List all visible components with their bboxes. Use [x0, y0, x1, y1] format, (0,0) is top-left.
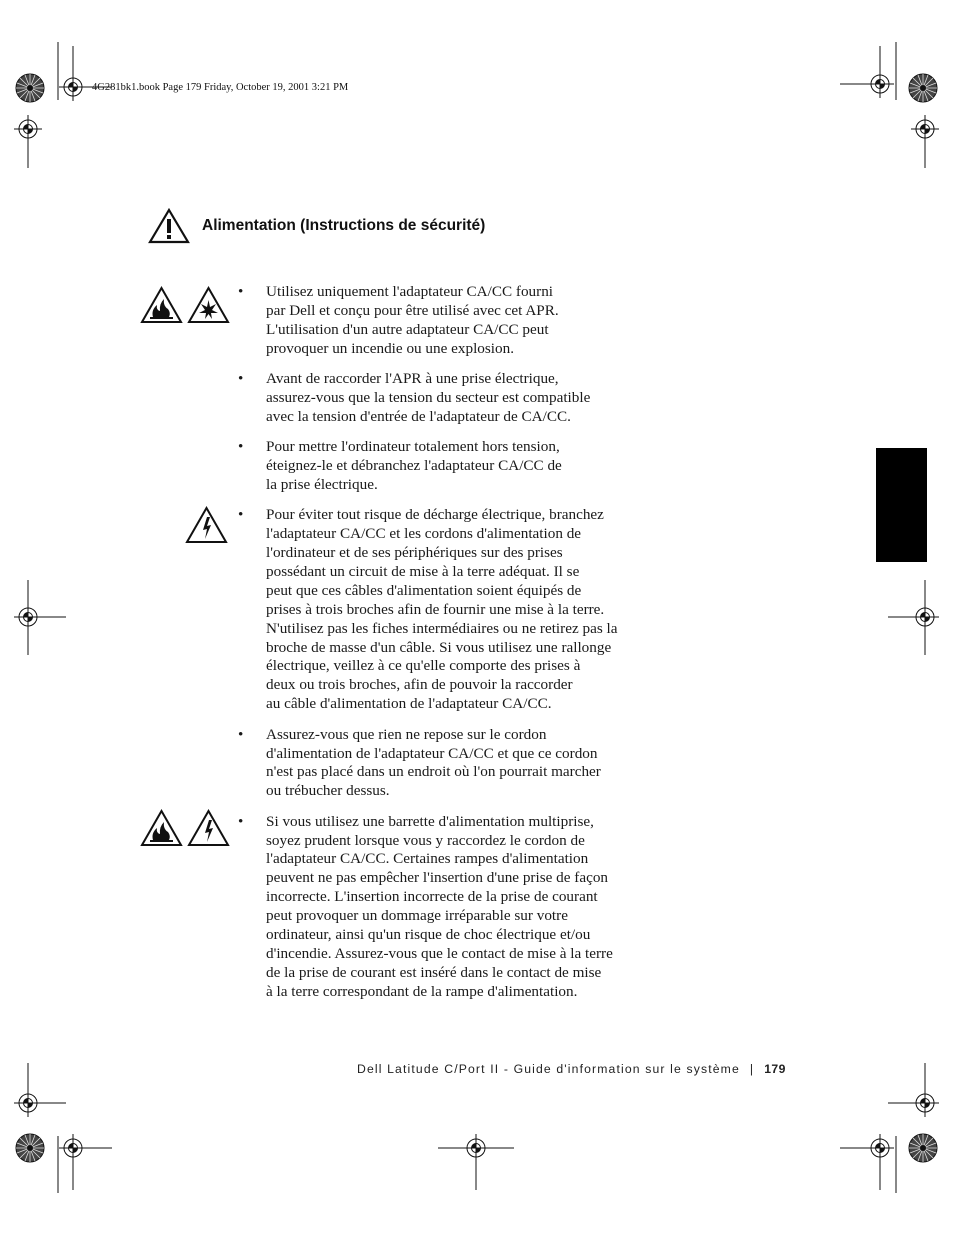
fire-hazard-icon — [140, 286, 183, 324]
bullet-item — [238, 283, 638, 359]
bullet-text-line: à la terre correspondant de la rampe d'alimentation. — [266, 982, 578, 1000]
bullet-text-line: soyez prudent lorsque vous y raccordez le cordon de — [266, 831, 585, 849]
bullet-item — [238, 370, 638, 427]
bullet-text-line: broche de masse d'un câble. Si vous utilisez une rallonge — [266, 638, 612, 656]
bullet-dot: • — [238, 283, 244, 300]
bullet-text-line: ordinateur, ainsi qu'un risque de choc électrique et/ou — [266, 926, 591, 944]
section-title: Alimentation (Instructions de sécurité) — [202, 217, 486, 234]
fire-hazard-icon — [140, 809, 183, 847]
bullet-text-line: l'adaptateur CA/CC et les cordons d'alimentation de — [266, 525, 582, 543]
bullet-text-line: N'utilisez pas les fiches intermédiaires ou ne retirez pas la — [266, 619, 618, 637]
bullet-dot: • — [238, 506, 244, 524]
bullet-text-line: éteignez-le et débranchez l'adaptateur CA/CC de — [266, 457, 562, 475]
bullet-text-line: L'utilisation d'un autre adaptateur CA/CC peut — [266, 320, 549, 338]
bullet-text-line: ou trébucher dessus. — [266, 782, 390, 800]
file-info-header: 4G281bk1.book Page 179 Friday, October 19, 2001 3:21 PM — [92, 82, 349, 93]
explosion-hazard-icon — [187, 286, 230, 324]
bullet-text-line: Utilisez uniquement l'adaptateur CA/CC fourni — [266, 283, 554, 300]
page-footer — [357, 1062, 786, 1076]
bullet-text-line: l'ordinateur et de ses périphériques sur des prises — [266, 544, 563, 562]
hazard-icons-4 — [185, 506, 228, 544]
bullet-text-line: peut provoquer un dommage irréparable sur votre — [266, 907, 568, 925]
bullet-text-line: Assurez-vous que rien ne repose sur le cordon — [266, 725, 547, 743]
electrical-hazard-icon — [187, 809, 230, 847]
electrical-hazard-icon — [185, 506, 228, 544]
bullet-text-line: deux ou trois broches, afin de pouvoir la raccorder — [266, 676, 573, 694]
warning-triangle-icon — [148, 208, 190, 244]
bullet-dot: • — [238, 725, 244, 743]
hazard-icons-6 — [140, 809, 230, 847]
bullet-text-line: Avant de raccorder l'APR à une prise électrique, — [266, 370, 559, 388]
bullet-text-line: Pour mettre l'ordinateur totalement hors tension, — [266, 438, 560, 456]
guide-title: Dell Latitude C/Port II - Guide d'information sur le système — [357, 1062, 740, 1076]
bullet-item — [238, 726, 638, 802]
bullet-text-line: Pour éviter tout risque de décharge électrique, branchez — [266, 506, 604, 524]
bullet-list — [238, 283, 638, 1013]
bullet-text-line: avec la tension d'entrée de l'adaptateur de CA/CC. — [266, 407, 571, 425]
section-heading — [148, 208, 485, 244]
bullet-text-line: d'incendie. Assurez-vous que le contact de mise à la terre — [266, 944, 613, 962]
bullet-item — [238, 438, 638, 495]
bullet-item — [238, 813, 638, 1002]
bullet-text-line: d'alimentation de l'adaptateur CA/CC et que ce cordon — [266, 744, 598, 762]
footer-separator: | — [749, 1062, 755, 1076]
bullet-text-line: peut que ces câbles d'alimentation soient équipés de — [266, 581, 582, 599]
bullet-dot: • — [238, 370, 244, 388]
bullet-text-line: assurez-vous que la tension du secteur est compatible — [266, 388, 591, 406]
bullet-text-line: incorrecte. L'insertion incorrecte de la prise de courant — [266, 888, 598, 906]
bullet-text-line: l'adaptateur CA/CC. Certaines rampes d'alimentation — [266, 850, 589, 868]
bullet-text-line: électrique, veillez à ce qu'elle comporte des prises à — [266, 657, 581, 675]
bullet-text-line: par Dell et conçu pour être utilisé avec cet APR. — [266, 301, 559, 319]
bullet-text-line: de la prise de courant est inséré dans le contact de mise — [266, 963, 602, 981]
page-number: 179 — [764, 1062, 786, 1076]
bullet-text-line: possédant un circuit de mise à la terre adéquat. Il se — [266, 562, 580, 580]
bullet-text-line: provoquer un incendie ou une explosion. — [266, 339, 515, 357]
bullet-text-line: n'est pas placé dans un endroit où l'on pourrait marcher — [266, 763, 601, 781]
bullet-text-line: Si vous utilisez une barrette d'alimentation multiprise, — [266, 812, 594, 830]
bullet-dot: • — [238, 438, 244, 456]
bullet-item — [238, 506, 638, 714]
section-thumb-tab — [876, 448, 927, 562]
bullet-text-line: au câble d'alimentation de l'adaptateur CA/CC. — [266, 695, 552, 713]
bullet-text-line: la prise électrique. — [266, 475, 378, 493]
bullet-text-line: peuvent ne pas empêcher l'insertion d'une prise de façon — [266, 869, 609, 887]
bullet-text-line: prises à trois broches afin de fournir une mise à la terre. — [266, 600, 605, 618]
hazard-icons-1 — [140, 286, 230, 324]
bullet-dot: • — [238, 812, 244, 830]
